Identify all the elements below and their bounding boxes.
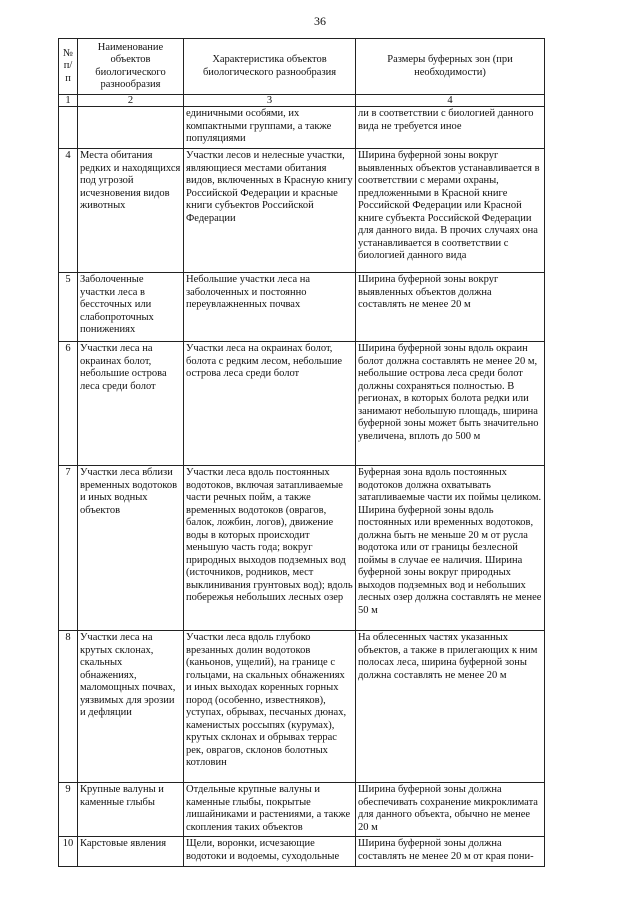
row-number: 7 [59, 466, 78, 631]
row-number: 4 [59, 149, 78, 273]
buffer-size-cell: Ширина буферной зоны должна обеспечивать сохранение микроклимата для данного объекта, обычно не менее 20 м [356, 783, 545, 837]
buffer-size-cell: На облесенных частях указанных объектов, а также в прилегающих к ним полосах леса, ширина буферной зоны должна составлять не менее 20 м [356, 631, 545, 783]
object-name-cell: Участки леса на окраинах болот, небольшие острова леса среди болот [78, 342, 184, 466]
table-row [59, 631, 545, 783]
header-buffer-size: Размеры буферных зон (при необходимости) [356, 39, 545, 95]
table-row [59, 149, 545, 273]
header-object-name: Наименование объектов биологического разнообразия [78, 39, 184, 95]
buffer-size-cell: Ширина буферной зоны вокруг выявленных объектов устанавливается в соответствии с мерами охраны, предложенными в Красной книге Российской Федерации или Красной книге субъекта Российской Федерации для данного вида. В прочих случаях она устанавливается в соответствии с биологией данного вида [356, 149, 545, 273]
characteristic-cell: Участки лесов и нелесные участки, являющиеся местами обитания видов, включенных в Красную книгу Российской Федерации и красные книги субъектов Российской Федерации [184, 149, 356, 273]
table-row [59, 342, 545, 466]
object-name-cell: Участки леса на крутых склонах, скальных обнажениях, маломощных почвах, уязвимых для эрозии и дефляции [78, 631, 184, 783]
characteristic-cell: Щели, воронки, исчезающие водотоки и водоемы, суходольные [184, 837, 356, 867]
page-number: 36 [314, 14, 326, 28]
row-number: 8 [59, 631, 78, 783]
buffer-size-cell: Ширина буферной зоны должна составлять не менее 20 м от края пони- [356, 837, 545, 867]
header-characteristic: Характеристика объектов биологического разнообразия [184, 39, 356, 95]
column-number: 3 [184, 95, 356, 107]
characteristic-cell: Небольшие участки леса на заболоченных и постоянно переувлажненных почвах [184, 273, 356, 342]
row-number: 5 [59, 273, 78, 342]
header-number: № п/п [59, 39, 78, 95]
characteristic-cell: Участки леса вдоль глубоко врезанных долин водотоков (каньонов, ущелий), на границе с гольцами, на скальных обнажениях и иных выходах коренных горных пород (особенно, известняков), уступах, обрывах, песчаных дюнах, каменистых россыпях (курумах), крутых склонах и обрывах террас рек, оврагов, склонов болотных котловин [184, 631, 356, 783]
characteristic-cell: единичными особями, их компактными группами, а также популяциями [184, 107, 356, 149]
row-number: 6 [59, 342, 78, 466]
buffer-zones-table [58, 38, 545, 867]
object-name-cell [78, 107, 184, 149]
table-row [59, 466, 545, 631]
buffer-size-cell: Ширина буферной зоны вдоль окраин болот должна составлять не менее 20 м, небольшие острова леса среди болот должны сохраняться полностью. В регионах, в которых болота редки или занимают небольшую площадь, ширина буферной зоны может быть значительно увеличена, вплоть до 500 м [356, 342, 545, 466]
buffer-size-cell: Буферная зона вдоль постоянных водотоков должна охватывать затапливаемые части их поймы целиком. Ширина буферной зоны вдоль постоянных или временных водотоков, должна быть не меньше 20 м от русла водотока или от границы безлесной поймы в случае ее наличия. Ширина буферной зоны вокруг природных выходов подземных вод и небольших лесных озер должна составлять не менее 50 м [356, 466, 545, 631]
column-number: 4 [356, 95, 545, 107]
characteristic-cell: Участки леса вдоль постоянных водотоков, включая затапливаемые части речных пойм, а также временных водотоков (оврагов, балок, ложбин, логов), движение воды в которых происходит меньшую часть года; вокруг природных выходов подземных вод (источников, родников, мест выклинивания грунтовых вод); вдоль побережья небольших лесных озер [184, 466, 356, 631]
object-name-cell: Участки леса вблизи временных водотоков и иных водных объектов [78, 466, 184, 631]
object-name-cell: Крупные валуны и каменные глыбы [78, 783, 184, 837]
table-row [59, 837, 545, 867]
table-row [59, 783, 545, 837]
object-name-cell: Карстовые явления [78, 837, 184, 867]
column-number: 1 [59, 95, 78, 107]
table-row [59, 107, 545, 149]
characteristic-cell: Участки леса на окраинах болот, болота с редким лесом, небольшие острова леса среди болот [184, 342, 356, 466]
column-number-row [59, 95, 545, 107]
row-number: 10 [59, 837, 78, 867]
table-row [59, 273, 545, 342]
row-number [59, 107, 78, 149]
buffer-size-cell: Ширина буферной зоны вокруг выявленных объектов должна составлять не менее 20 м [356, 273, 545, 342]
object-name-cell: Места обитания редких и находящихся под угрозой исчезновения видов животных [78, 149, 184, 273]
buffer-size-cell: ли в соответствии с биологией данного вида не требуется иное [356, 107, 545, 149]
column-number: 2 [78, 95, 184, 107]
object-name-cell: Заболоченные участки леса в бессточных или слабопроточных понижениях [78, 273, 184, 342]
characteristic-cell: Отдельные крупные валуны и каменные глыбы, покрытые лишайниками и растениями, а также скопления таких объектов [184, 783, 356, 837]
row-number: 9 [59, 783, 78, 837]
table-header-row [59, 39, 545, 95]
